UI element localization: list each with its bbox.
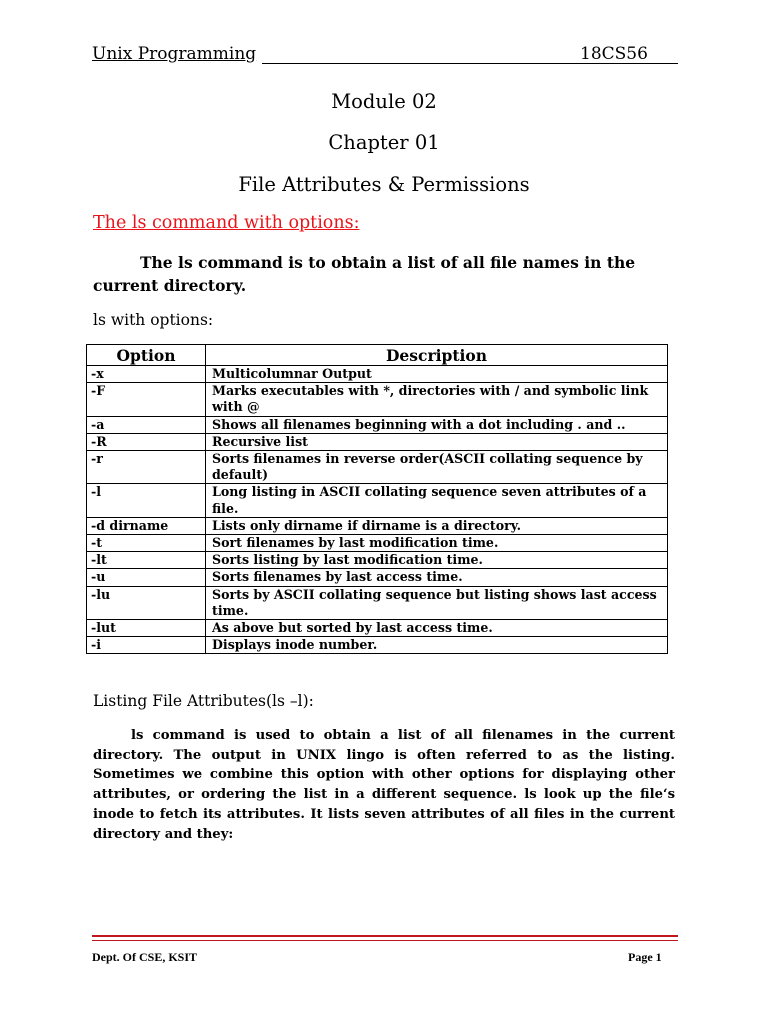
- header-course-code: 18CS56: [580, 44, 648, 64]
- description-cell: Marks executables with *, directories with / and symbolic link with @: [206, 383, 668, 416]
- option-cell: -lt: [87, 552, 206, 569]
- listing-paragraph: ls command is used to obtain a list of all filenames in the current directory. The output in UNIX lingo is often referred to as the listing. Sometimes we combine this option with other options for displaying other attributes, or ordering the list in a different sequence. ls look up the file‘s inode to fetch its attributes. It lists seven attributes of all files in the current directory and they:: [93, 728, 675, 842]
- table-row: [87, 484, 668, 517]
- table-row: [87, 433, 668, 450]
- table-body: [87, 366, 668, 654]
- description-cell: Sort filenames by last modification time.: [206, 535, 668, 552]
- description-cell: Sorts filenames by last access time.: [206, 569, 668, 586]
- table-row: [87, 569, 668, 586]
- table-header-description: Description: [206, 345, 668, 366]
- table-row: [87, 451, 668, 484]
- description-cell: Multicolumnar Output: [206, 366, 668, 383]
- description-cell: Sorts by ASCII collating sequence but listing shows last access time.: [206, 586, 668, 619]
- description-cell: Sorts filenames in reverse order(ASCII collating sequence by default): [206, 451, 668, 484]
- option-cell: -t: [87, 535, 206, 552]
- table-row: [87, 620, 668, 637]
- description-cell: Displays inode number.: [206, 637, 668, 654]
- option-cell: -a: [87, 416, 206, 433]
- options-label: ls with options:: [93, 311, 214, 329]
- table-row: [87, 517, 668, 534]
- option-cell: -l: [87, 484, 206, 517]
- option-cell: -i: [87, 637, 206, 654]
- table-row: [87, 586, 668, 619]
- table-row: [87, 383, 668, 416]
- header-course-title: Unix Programming: [92, 44, 257, 64]
- option-cell: -R: [87, 433, 206, 450]
- listing-heading: Listing File Attributes(ls –l):: [93, 692, 314, 710]
- description-cell: Sorts listing by last modification time.: [206, 552, 668, 569]
- table-row: [87, 552, 668, 569]
- option-cell: -F: [87, 383, 206, 416]
- intro-paragraph: The ls command is to obtain a list of all file names in the current directory.: [93, 253, 636, 295]
- description-cell: Lists only dirname if dirname is a directory.: [206, 517, 668, 534]
- options-table: [86, 344, 668, 654]
- table-row: [87, 637, 668, 654]
- option-cell: -r: [87, 451, 206, 484]
- footer-department: Dept. Of CSE, KSIT: [92, 950, 198, 964]
- table-row: [87, 416, 668, 433]
- option-cell: -u: [87, 569, 206, 586]
- footer-page-number: Page 1: [628, 950, 662, 964]
- description-cell: Long listing in ASCII collating sequence seven attributes of a file.: [206, 484, 668, 517]
- description-cell: As above but sorted by last access time.: [206, 620, 668, 637]
- option-cell: -d dirname: [87, 517, 206, 534]
- option-cell: -lut: [87, 620, 206, 637]
- table-header-option: Option: [87, 345, 206, 366]
- table-row: [87, 366, 668, 383]
- section-heading: The ls command with options:: [93, 213, 360, 233]
- option-cell: -lu: [87, 586, 206, 619]
- header-rule-tail: [580, 63, 678, 64]
- topic-title: File Attributes & Permissions: [238, 173, 530, 196]
- description-cell: Shows all filenames beginning with a dot including . and ..: [206, 416, 668, 433]
- module-title: Module 02: [331, 90, 437, 113]
- option-cell: -x: [87, 366, 206, 383]
- chapter-title: Chapter 01: [328, 131, 440, 154]
- footer-rule-thin: [92, 940, 678, 941]
- table-header-row: [87, 345, 668, 366]
- table-row: [87, 535, 668, 552]
- description-cell: Recursive list: [206, 433, 668, 450]
- footer-rule-thick: [92, 935, 678, 937]
